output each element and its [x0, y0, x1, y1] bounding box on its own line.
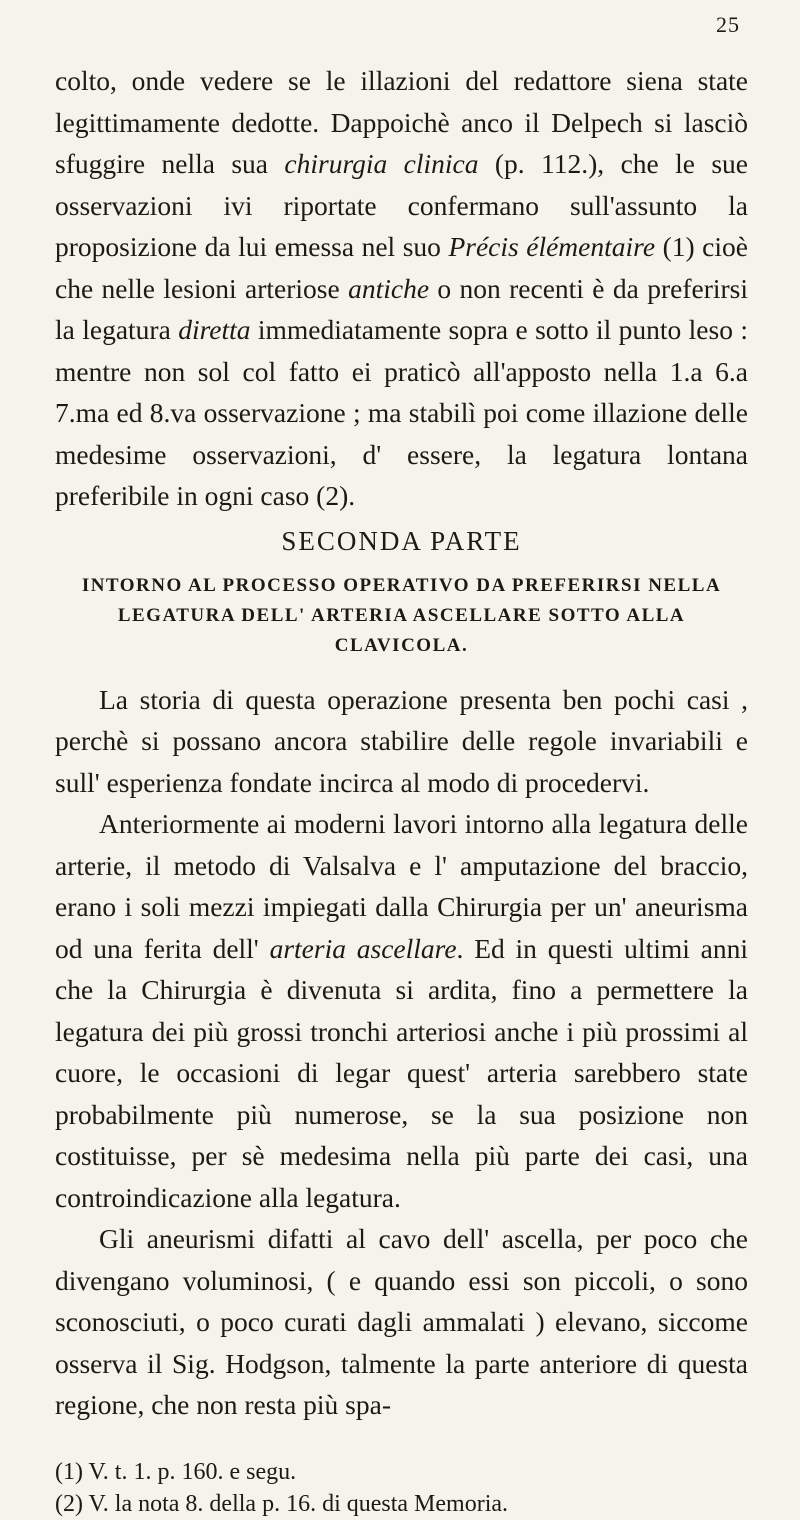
footnote-1: (1) V. t. 1. p. 160. e segu. [55, 1458, 297, 1485]
paragraph-3: Gli aneurismi difatti al cavo dell' ascella, per poco che divengano voluminosi, ( e quando essi son piccoli, o sono sconosciuti, o poco curati dagli ammalati ) elevano, siccome osserva il Sig. Hodgson, talmente la parte anteriore di questa regione, che non resta più spa- [55, 1223, 748, 1420]
footnotes [55, 1456, 748, 1520]
section-subtitle: INTORNO AL PROCESSO OPERATIVO DA PREFERIRSI NELLA LEGATURA DELL' ARTERIA ASCELLARE SOTTO ALLA CLAVICOLA. [81, 574, 722, 656]
paragraph-1: La storia di questa operazione presenta ben pochi casi , perchè si possano ancora stabilire delle regole invariabili e sull' esperienza fondate incirca al modo di procedervi. [55, 683, 748, 798]
footnote-2: (2) V. la nota 8. della p. 16. di questa Memoria. [55, 1490, 509, 1517]
paragraph-2: Anteriormente ai moderni lavori intorno alla legatura delle arterie, il metodo di Valsalva e l' amputazione del braccio, erano i soli mezzi impiegati dalla Chirurgia per un' aneurisma od una ferita dell' arteria ascellare. Ed in questi ultimi anni che la Chirurgia è divenuta si ardita, fino a permettere la legatura dei più grossi tronchi arteriosi anche i più prossimi al cuore, le occasioni di legar quest' arteria sarebbero state probabilmente più numerose, se la sua posizione non costituisse, per sè medesima nella più parte dei casi, una controindicazione alla legatura. [55, 808, 749, 1213]
section-title: SECONDA PARTE [281, 525, 522, 556]
page-number: 25 [716, 12, 740, 37]
continuation-paragraph: colto, onde vedere se le illazioni del redattore siena state legittimamente dedotte. Dappoichè anco il Delpech si lasciò sfuggire nella sua chirurgia clinica (p. 112.), che le sue osservazioni ivi riportate confermano sull'assunto la proposizione da lui emessa nel suo Précis élémentaire (1) cioè che nelle lesioni arteriose antiche o non recenti è da preferirsi la legatura diretta immediatamente sopra e sotto il punto leso : mentre non sol col fatto ei praticò all'apposto nella 1.a 6.a 7.ma ed 8.va osservazione ; ma stabilì poi come illazione delle medesime osservazioni, d' essere, la legatura lontana preferibile in ogni caso (2). [55, 65, 749, 511]
